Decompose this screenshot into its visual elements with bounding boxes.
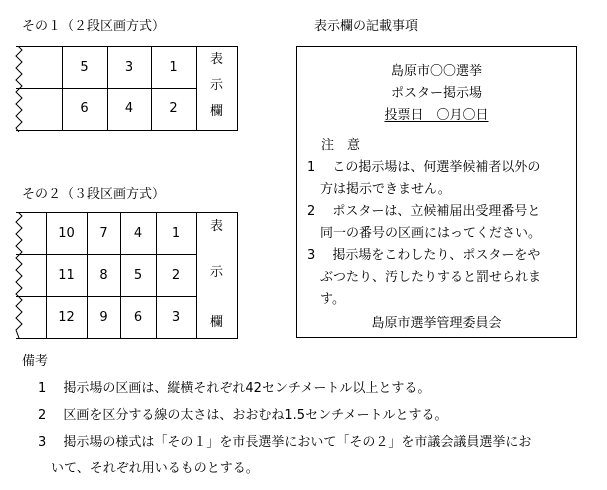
election-name: 島原市〇〇選挙 (390, 64, 482, 79)
notice-heading: 注 意 (321, 138, 361, 153)
type2-cell: 5 (133, 268, 143, 283)
type1-zigzag-edge (14, 46, 24, 132)
remarks-item: 3 掲示場の様式は「その１」を市長選挙において「その２」を市議会議員選挙にお (38, 435, 532, 450)
type2-cell: 2 (171, 268, 181, 283)
type2-cell: 8 (99, 268, 108, 283)
notice-line: す。 (307, 292, 345, 307)
notice-line: ぶつたり、汚したりすると罰せられま (307, 270, 542, 285)
type1-title: その１（２段区画方式） (22, 19, 166, 34)
remarks-heading: 備考 (22, 354, 49, 369)
issuer-name: 島原市選挙管理委員会 (371, 316, 502, 331)
type1-display-char: 表 (209, 52, 223, 67)
type2-cell: 7 (99, 226, 108, 241)
type2-display-char: 欄 (209, 315, 223, 330)
type1-cell: 2 (169, 101, 178, 116)
type2-title: その２（３段区画方式） (22, 187, 166, 202)
display-board-panel (296, 46, 577, 338)
type1-cell: 4 (124, 101, 134, 116)
notice-line: 同一の番号の区画にはってください。 (307, 226, 542, 241)
remarks-item: 1 掲示場の区画は、縦横それぞれ42センチメートル以上とする。 (38, 381, 431, 396)
type1-display-char: 示 (209, 78, 223, 93)
type1-cell: 5 (80, 60, 89, 75)
remarks-item: 2 区画を区分する線の太さは、おおむね1.5センチメートルとする。 (38, 408, 448, 423)
type2-cell: 9 (99, 310, 108, 325)
type2-zigzag-edge (14, 212, 24, 338)
type2-cell: 1 (171, 226, 181, 241)
board-section-title: 表示欄の記載事項 (314, 19, 419, 34)
type2-display-char: 示 (209, 265, 223, 280)
voting-date: 投票日 〇月〇日 (384, 108, 489, 123)
type1-cell: 3 (124, 60, 134, 75)
notice-line: 2 ポスターは、立候補届出受理番号と (307, 204, 541, 219)
type2-cell: 10 (58, 226, 75, 241)
type2-cell: 12 (58, 310, 75, 325)
notice-line: 1 この掲示場は、何選挙候補者以外の (307, 160, 541, 175)
remarks-item: いて、それぞれ用いるものとする。 (38, 461, 259, 476)
notice-line: 3 掲示場をこわしたり、ポスターをや (307, 248, 541, 263)
notice-line: 方は掲示できません。 (307, 182, 451, 197)
type1-cell: 1 (169, 60, 178, 75)
type2-display-char: 表 (209, 219, 223, 234)
type2-cell: 4 (133, 226, 143, 241)
type1-display-char: 欄 (209, 104, 223, 119)
type2-cell: 6 (133, 310, 143, 325)
type2-cell: 11 (58, 268, 75, 283)
type1-cell: 6 (80, 101, 89, 116)
poster-site-label: ポスター掲示場 (390, 86, 482, 101)
type2-cell: 3 (171, 310, 181, 325)
